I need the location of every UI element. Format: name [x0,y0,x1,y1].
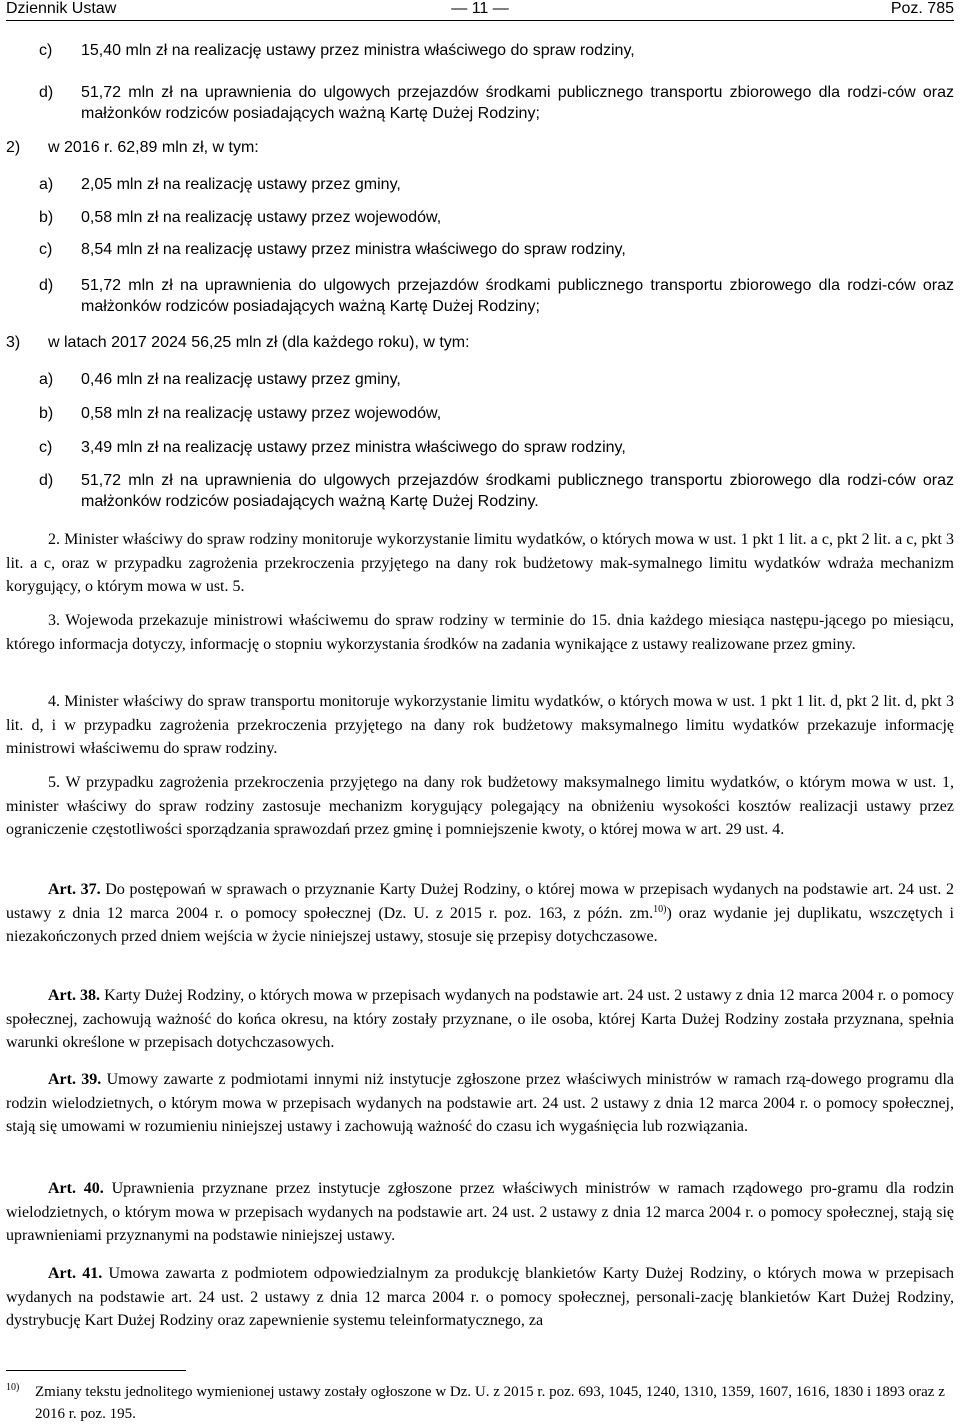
item-label: a) [39,371,54,388]
paragraph [6,528,954,599]
article [6,984,954,1055]
item-text: w 2016 r. 62,89 mln zł, w tym: [48,139,259,156]
item-text: 8,54 mln zł na realizację ustawy przez ministra właściwego do spraw rodziny, [81,241,626,258]
item-text: 3,49 mln zł na realizację ustawy przez ministra właściwego do spraw rodziny, [81,439,626,456]
footnote-separator [6,1370,186,1371]
paragraph [6,690,954,761]
article [6,1068,954,1139]
article-text-cont: ) oraz wydanie jej duplikatu, wszczętych i niezakończonych przed dniem wejścia w życie niniejszej ustawy, stosuje się przepisy dotychczasowe. [6,904,954,945]
article-text: Do postępowań w sprawach o przyznanie Karty Dużej Rodziny, o której mowa w przepisach wydanych na podstawie art. 24 ust. 2 ustawy z dnia 12 marca 2004 r. o pomocy społecznej (Dz. U. z 2015 r. poz. 163, z późn. zm. [6,881,955,922]
paragraph [6,609,954,656]
item-label: d) [39,277,54,294]
item-text: 2,05 mln zł na realizację ustawy przez gminy, [81,176,401,193]
paragraph-text: 5. W przypadku zagrożenia przekroczenia przyjętego na dany rok budżetowy maksymalnego limitu wydatków, o którym mowa w ust. 1, minister właściwy do spraw rodziny zastosuje mechanizm korygujący polegający na obniżeniu wysokości kosztów realizacji ustawy przez ograniczenie częstotliwości sporządzania sprawozdań przez gminę i pomniejszenie kwoty, o której mowa w art. 29 ust. 4. [6,774,954,838]
paragraph-text: 3. Wojewoda przekazuje ministrowi właściwemu do spraw rodziny w terminie do 15. dnia każdego miesiąca następu-jącego po miesiącu, którego informacja dotyczy, informację o stopniu wykorzystania środków na zadania wynikające z ustawy realizowane przez gminy. [6,612,954,653]
item-text: 15,40 mln zł na realizację ustawy przez ministra właściwego do spraw rodziny, [81,42,635,59]
page-number: — 11 — [451,0,509,17]
article-number: Art. 37. [48,881,101,898]
paragraph-text: 2. Minister właściwy do spraw rodziny monitoruje wykorzystanie limitu wydatków, o których mowa w ust. 1 pkt 1 lit. a c, pkt 2 lit. a c, pkt 3 lit. a c, oraz w przypadku zagrożenia przekroczenia przyjętego na dany rok budżetowy mak-symalnego limitu wydatków wdraża mechanizm korygujący, o którym mowa w ust. 5. [6,531,954,595]
paragraph [6,771,954,842]
item-label: c) [39,439,53,456]
position-number: Poz. 785 [890,0,954,17]
item-text: 51,72 mln zł na uprawnienia do ulgowych przejazdów środkami publicznego transportu zbiorowego dla rodzi-ców oraz małżonków rodziców posiadających ważną Kartę Dużej Rodziny. [81,472,954,510]
item-text: 0,58 mln zł na realizację ustawy przez wojewodów, [81,209,442,226]
article-number: Art. 40. [48,1180,104,1197]
item-text: w latach 2017 2024 56,25 mln zł (dla każdego roku), w tym: [48,334,470,351]
paragraph-text: 4. Minister właściwy do spraw transportu monitoruje wykorzystanie limitu wydatków, o których mowa w ust. 1 pkt 1 lit. d, pkt 2 lit. d, pkt 3 lit. d, i w przypadku zagrożenia przekroczenia przyjętego na dany rok budżetowy maksymalnego limitu wydatków przekazuje informację ministrowi właściwemu do spraw rodziny. [6,693,954,757]
item-label: 2) [6,139,21,156]
article-number: Art. 41. [48,1265,103,1282]
footnote-marker: 10) [6,1382,20,1393]
item-text: 51,72 mln zł na uprawnienia do ulgowych przejazdów środkami publicznego transportu zbiorowego dla rodzi-ców oraz małżonków rodziców posiadających ważną Kartę Dużej Rodziny; [81,84,954,122]
article [6,1262,954,1333]
article-number: Art. 39. [48,1071,102,1088]
article-text: Umowy zawarte z podmiotami innymi niż instytucje zgłoszone przez właściwych ministrów w ramach rzą-dowego programu dla rodzin wielodzietnych, o którym mowa w przepisach wydanych na podstawie art. 24 ust. 2 ustawy z dnia 12 marca 2004 r. o pomocy społecznej, stają się umowami w rozumieniu niniejszej ustawy i zachowują ważność do czasu ich wygaśnięcia lub rozwiązania. [6,1071,954,1135]
footnote-ref: 10) [653,903,667,915]
item-label: c) [39,42,53,59]
journal-title: Dziennik Ustaw [6,0,117,17]
page-header [6,0,954,21]
article [6,1177,954,1248]
item-label: a) [39,176,54,193]
item-label: c) [39,241,53,258]
article [6,878,954,949]
article-text: Umowa zawarta z podmiotem odpowiedzialnym za produkcję blankietów Karty Dużej Rodziny, o których mowa w przepisach wydanych na podstawie art. 24 ust. 2 ustawy z dnia 12 marca 2004 r. o pomocy społecznej, personali-zację blankietów Kart Dużej Rodziny, dystrybucję Kart Dużej Rodziny oraz zapewnienie systemu teleinformatycznego, za [6,1265,954,1329]
item-label: d) [39,84,54,101]
item-label: 3) [6,334,21,351]
article-number: Art. 38. [48,987,101,1004]
article-text: Karty Dużej Rodziny, o których mowa w przepisach wydanych na podstawie art. 24 ust. 2 ustawy z dnia 12 marca 2004 r. o pomocy społecznej, zachowują ważność do końca okresu, na który zostały przyznane, o ile osoba, której Karta Dużej Rodziny została przyznana, spełnia warunki określone w przepisach dotychczasowych. [6,987,955,1051]
item-text: 51,72 mln zł na uprawnienia do ulgowych przejazdów środkami publicznego transportu zbiorowego dla rodzi-ców oraz małżonków rodziców posiadających ważną Kartę Dużej Rodziny; [81,277,954,315]
item-label: b) [39,209,54,226]
article-text: Uprawnienia przyznane przez instytucje zgłoszone przez właściwych ministrów w ramach rządowego pro-gramu dla rodzin wielodzietnych, o którym mowa w przepisach wydanych na podstawie art. 24 ust. 2 ustawy z dnia 12 marca 2004 r. o pomocy społecznej, stają się uprawnieniami przyznanymi na podstawie niniejszej ustawy. [6,1180,955,1244]
item-label: b) [39,405,54,422]
footnote-text: Zmiany tekstu jednolitego wymienionej ustawy zostały ogłoszone w Dz. U. z 2015 r. poz. 693, 1045, 1240, 1310, 1359, 1607, 1616, 1830 i 1893 oraz z 2016 r. poz. 195. [35,1384,945,1422]
item-label: d) [39,472,54,489]
item-text: 0,58 mln zł na realizację ustawy przez wojewodów, [81,405,442,422]
item-text: 0,46 mln zł na realizację ustawy przez gminy, [81,371,401,388]
